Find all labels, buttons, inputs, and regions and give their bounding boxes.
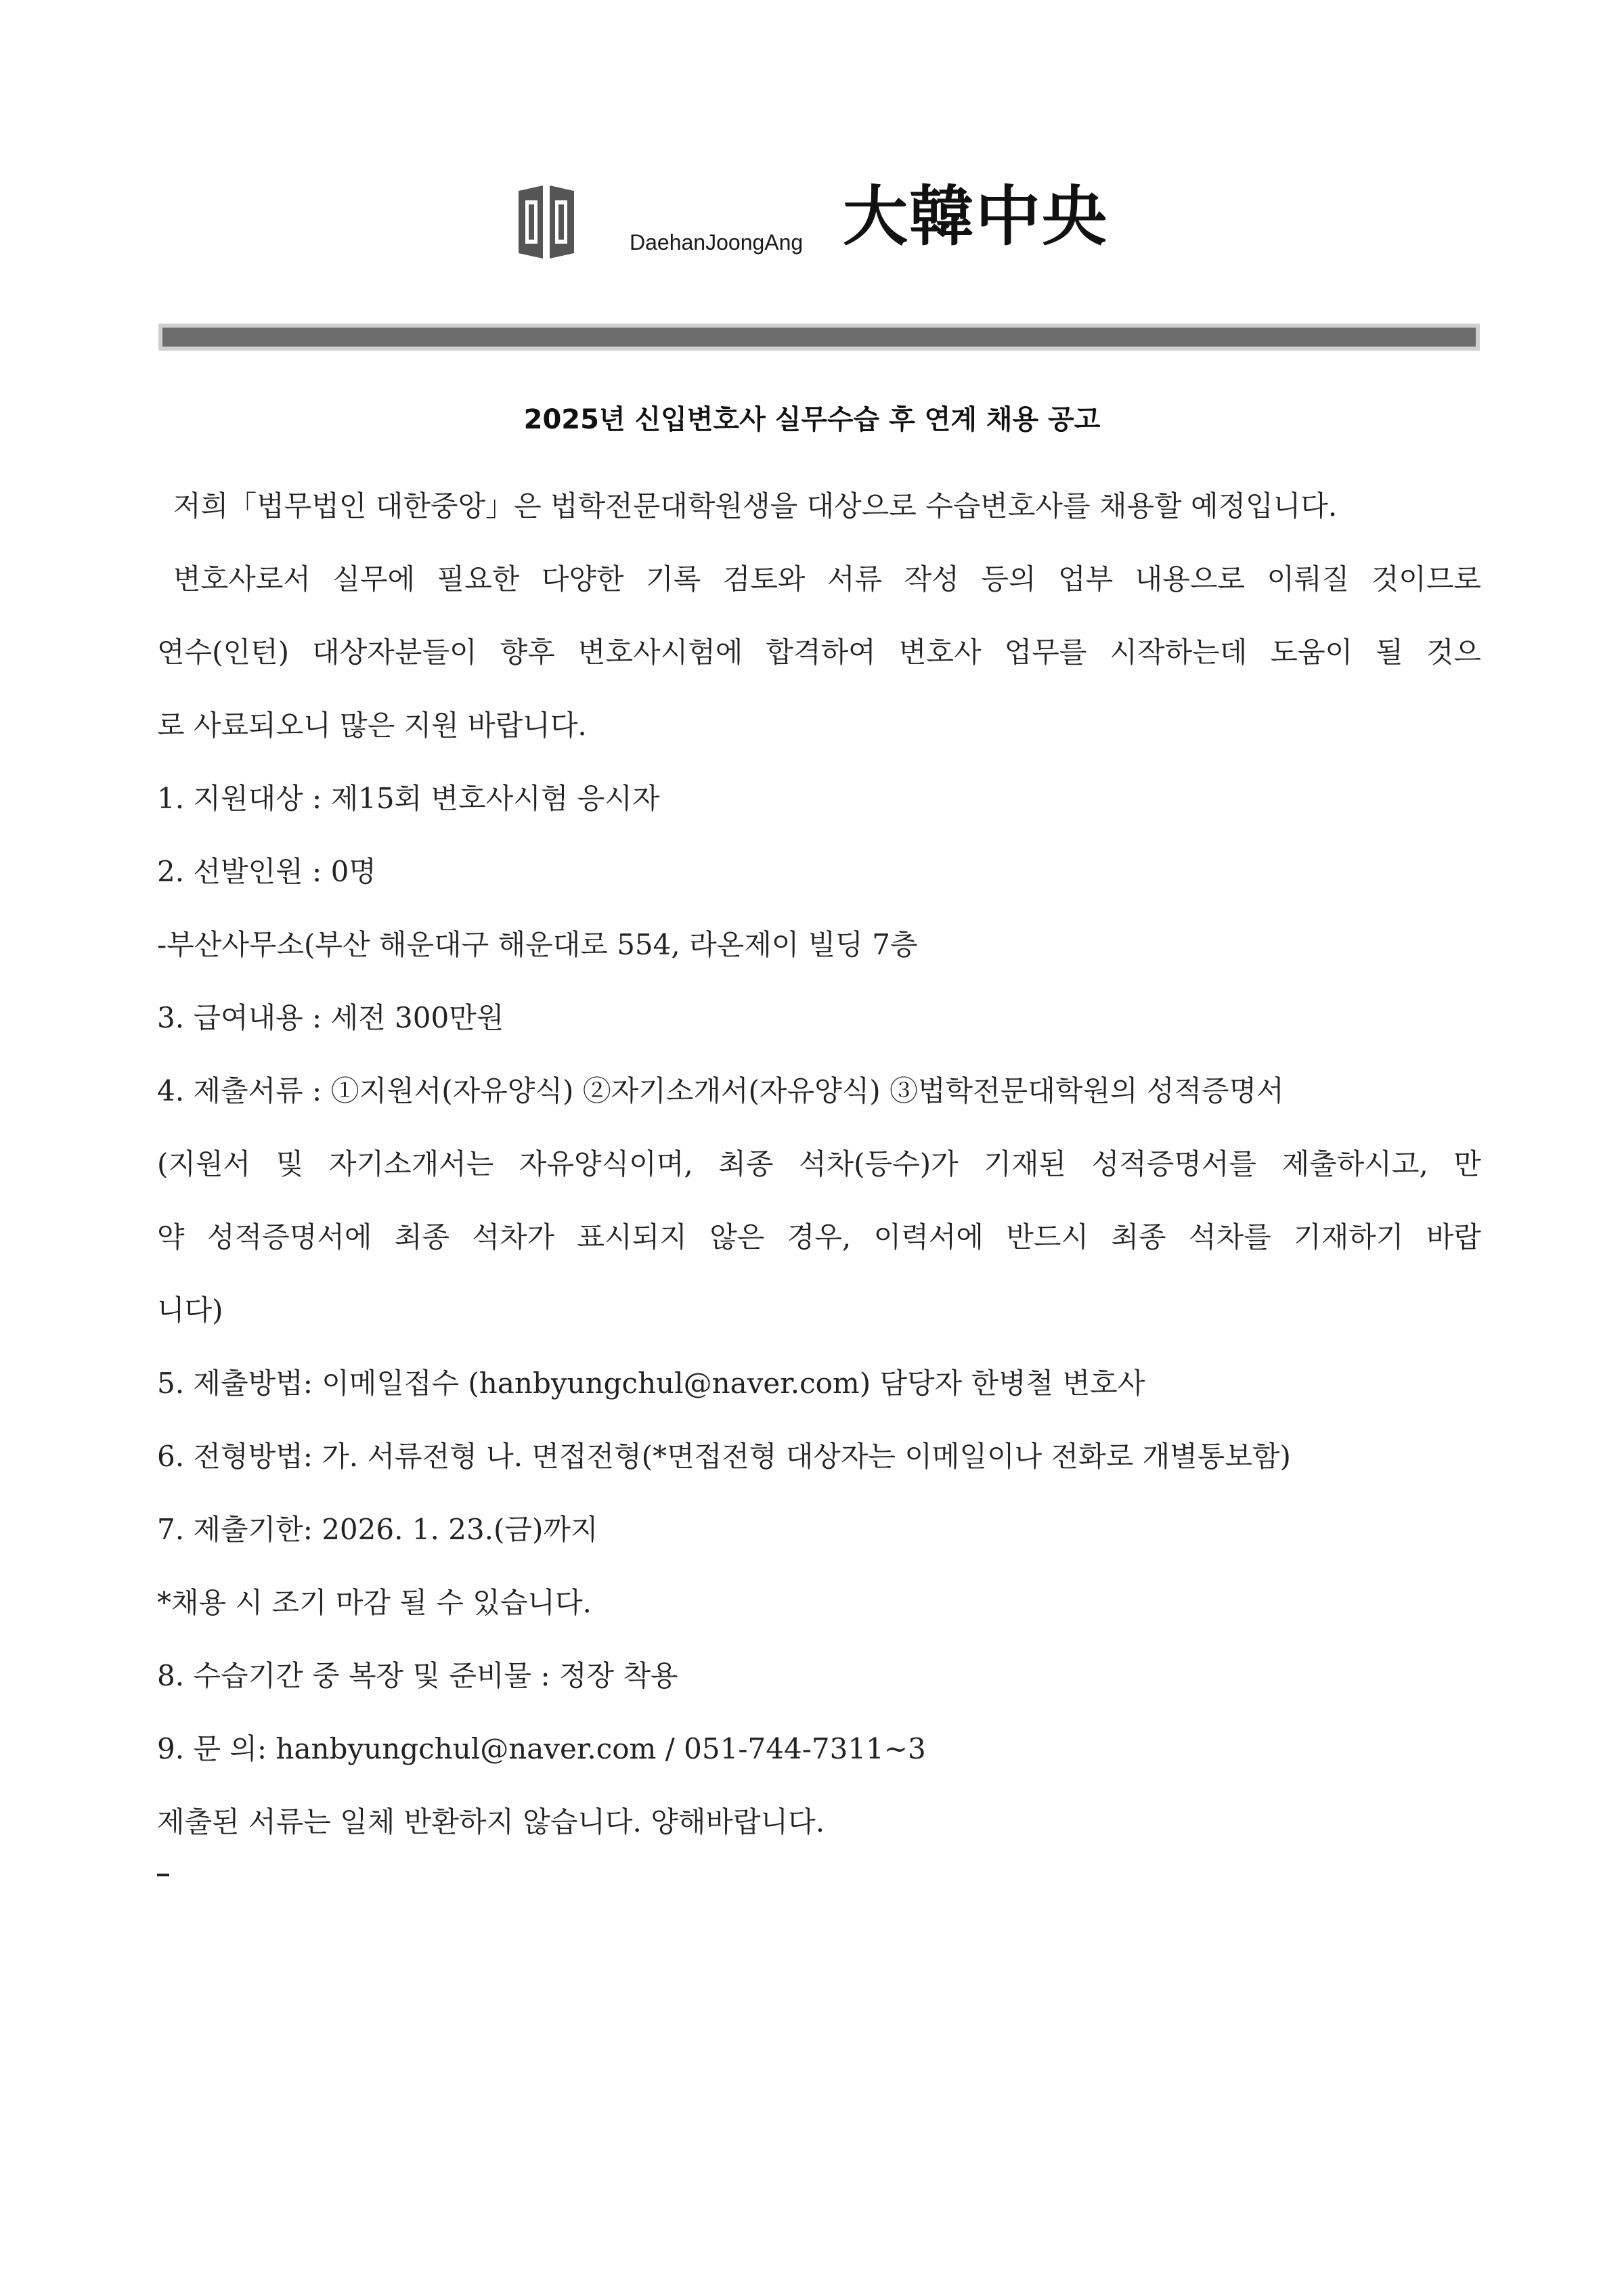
item-deadline: 7. 제출기한: 2026. 1. 23.(금)까지: [157, 1513, 598, 1546]
item-office: -부산사무소(부산 해운대구 해운대로 554, 라온제이 빌딩 7층: [157, 928, 918, 961]
firm-name-english: DaehanJoongAng: [630, 230, 804, 255]
item-selection: 6. 전형방법: 가. 서류전형 나. 면접전형(*면접전형 대상자는 이메일이나 전화로 개별통보함): [157, 1440, 1291, 1473]
page-title: 2025년 신입변호사 실무수습 후 연계 채용 공고: [523, 404, 1101, 435]
firm-logo-icon: [516, 184, 577, 260]
item-closing: 제출된 서류는 일체 반환하지 않습니다. 양해바랍니다.: [157, 1805, 825, 1838]
intro-line-4: 로 사료되오니 많은 지원 바랍니다.: [157, 709, 587, 742]
item-salary: 3. 급여내용 : 세전 300만원: [157, 1001, 504, 1034]
item-target: 1. 지원대상 : 제15회 변호사시험 응시자: [157, 782, 660, 815]
item-early-close: *채용 시 조기 마감 될 수 있습니다.: [157, 1586, 592, 1619]
item-method: 5. 제출방법: 이메일접수 (hanbyungchul@naver.com) 담당자 한병철 변호사: [157, 1367, 1145, 1400]
item-attire: 8. 수습기간 중 복장 및 준비물 : 정장 착용: [157, 1659, 678, 1692]
document-body: [157, 470, 1481, 1859]
item-doc-note-3: 니다): [157, 1294, 223, 1327]
firm-name-hanja: 大韓中央: [843, 179, 1108, 255]
intro-line-3: 연수(인턴) 대상자분들이 향후 변호사시험에 합격하여 변호사 업무를 시작하는데 도움이 될 것으: [157, 636, 1481, 669]
item-contact: 9. 문 의: hanbyungchul@naver.com / 051-744-7311~3: [157, 1732, 926, 1765]
item-doc-note-2: 약 성적증명서에 최종 석차가 표시되지 않은 경우, 이력서에 반드시 최종 석차를 기재하기 바랍: [157, 1220, 1481, 1254]
letterhead: [0, 0, 1624, 284]
item-doc-note-1: (지원서 및 자기소개서는 자유양식이며, 최종 석차(등수)가 기재된 성적증명서를 제출하시고, 만: [157, 1147, 1481, 1180]
item-headcount: 2. 선발인원 : 0명: [157, 855, 376, 888]
intro-line-2: 변호사로서 실무에 필요한 다양한 기록 검토와 서류 작성 등의 업부 내용으로 이뤄질 것이므로: [173, 562, 1481, 596]
header-divider: [158, 324, 1480, 351]
end-mark: [157, 1874, 169, 1876]
item-documents: 4. 제출서류 : ①지원서(자유양식) ②자기소개서(자유양식) ③법학전문대학원의 성적증명서: [157, 1074, 1284, 1107]
intro-line-1: 저희「법무법인 대한중앙」은 법학전문대학원생을 대상으로 수습변호사를 채용할 예정입니다.: [173, 489, 1338, 523]
